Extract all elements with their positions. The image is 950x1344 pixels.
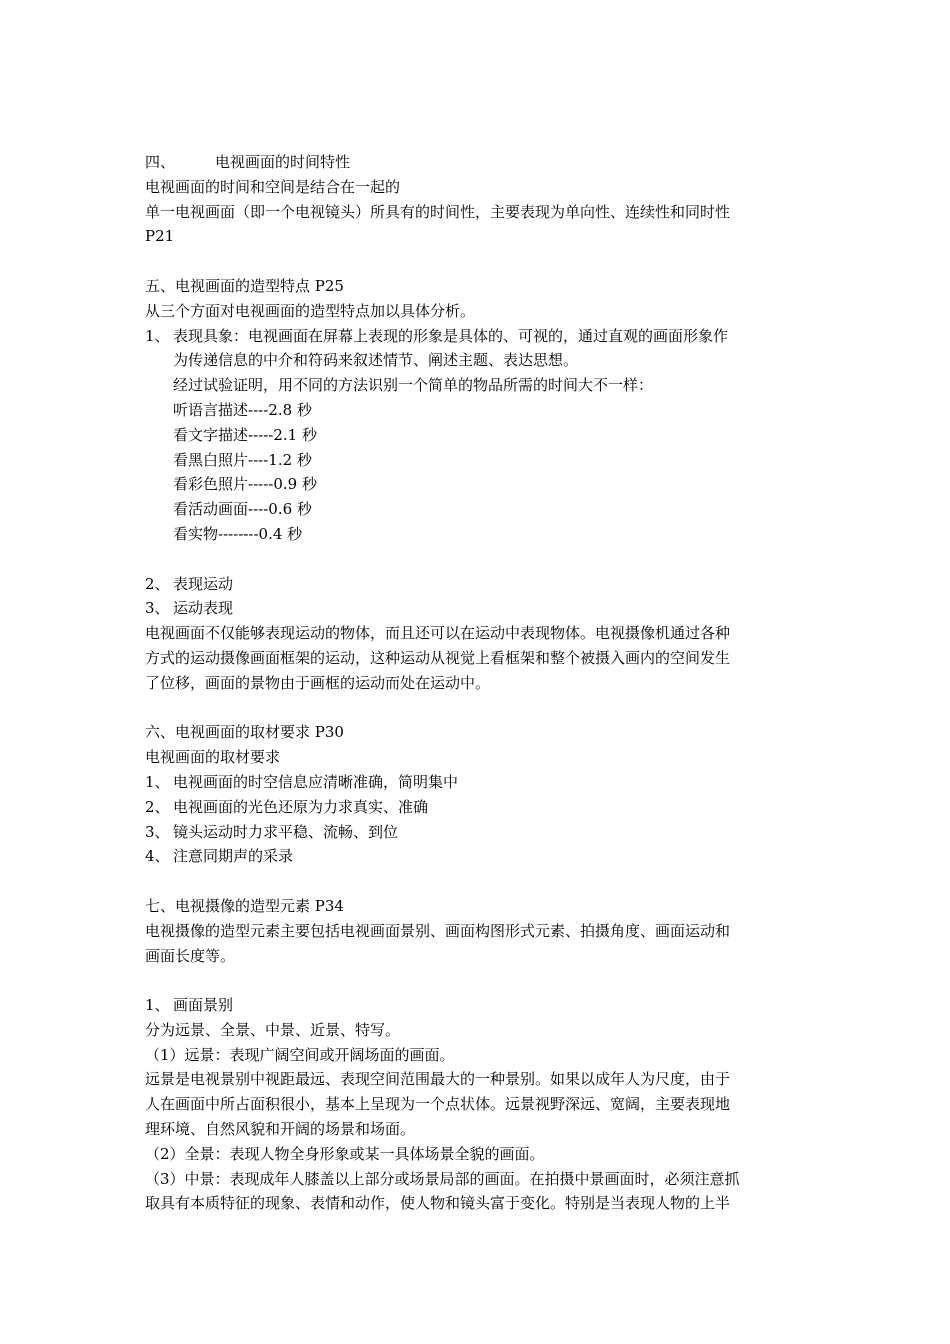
list-text: 注意同期声的采录 (173, 847, 294, 866)
list-number: 3、 (145, 822, 170, 841)
paragraph: 方式的运动摄像画面框架的运动，这种运动从视觉上看框架和整个被摄入画内的空间发生 (145, 648, 731, 667)
blank-line (145, 547, 810, 572)
list-continuation: 为传递信息的中介和符码来叙述情节、阐述主题、表达思想。 (173, 351, 579, 370)
list-number: 1、 (145, 326, 170, 345)
list-text: 画面景别 (173, 996, 234, 1015)
list-text: 表现运动 (173, 574, 234, 593)
list-text: 运动表现 (173, 599, 234, 618)
list-number: 1、 (145, 996, 170, 1015)
timing-item: 看黑白照片----1.2 秒 (173, 450, 312, 469)
paragraph: 分为远景、全景、中景、近景、特写。 (145, 1020, 401, 1039)
list-item (145, 844, 810, 869)
list-text: 电视画面的光色还原为力求真实、准确 (173, 797, 429, 816)
timing-item: 看文字描述-----2.1 秒 (173, 425, 317, 444)
timing-item: 看实物--------0.4 秒 (173, 524, 303, 543)
section-5-heading: 五、电视画面的造型特点 P25 (145, 276, 344, 295)
paragraph: 单一电视画面（即一个电视镜头）所具有的时间性，主要表现为单向性、连续性和同时性 (145, 202, 731, 221)
list-number: 3、 (145, 599, 170, 618)
list-item (145, 795, 810, 820)
list-text: 表现具象：电视画面在屏幕上表现的形象是具体的、可视的，通过直观的画面形象作 (173, 326, 729, 345)
timing-item: 听语言描述----2.8 秒 (173, 400, 312, 419)
list-number: 2、 (145, 574, 170, 593)
paragraph: 人在画面中所占面积很小，基本上呈现为一个点状体。远景视野深远、宽阔，主要表现地 (145, 1095, 731, 1114)
list-number: 2、 (145, 797, 170, 816)
timing-item: 看彩色照片-----0.9 秒 (173, 475, 317, 494)
section-4-heading (145, 150, 810, 175)
paragraph: 电视画面不仅能够表现运动的物体，而且还可以在运动中表现物体。电视摄像机通过各种 (145, 624, 731, 643)
list-item (145, 770, 810, 795)
list-item (145, 596, 810, 621)
list-number: 1、 (145, 772, 170, 791)
timing-item: 看活动画面----0.6 秒 (173, 500, 312, 519)
list-text: 电视画面的时空信息应清晰准确，简明集中 (173, 772, 459, 791)
paragraph: 远景是电视景别中视距最远、表现空间范围最大的一种景别。如果以成年人为尺度，由于 (145, 1070, 731, 1089)
list-text: 镜头运动时力求平稳、流畅、到位 (173, 822, 399, 841)
list-item (145, 993, 810, 1018)
section-4-number: 四、 (145, 153, 176, 171)
list-continuation: 经过试验证明，用不同的方法识别一个简单的物品所需的时间大不一样： (173, 376, 654, 395)
paragraph: 电视画面的时间和空间是结合在一起的 (145, 177, 401, 196)
list-number: 4、 (145, 847, 170, 866)
subheading: （2）全景：表现人物全身形象或某一具体场景全貌的画面。 (145, 1144, 545, 1163)
blank-line (145, 249, 810, 274)
paragraph: 理环境、自然风貌和开阔的场景和场面。 (145, 1120, 416, 1139)
paragraph: 电视摄像的造型元素主要包括电视画面景别、画面构图形式元素、拍摄角度、画面运动和 (145, 921, 731, 940)
paragraph: 取具有本质特征的现象、表情和动作，使人物和镜头富于变化。特别是当表现人物的上半 (145, 1194, 731, 1213)
paragraph: 从三个方面对电视画面的造型特点加以具体分析。 (145, 301, 476, 320)
blank-line (145, 869, 810, 894)
section-6-heading: 六、电视画面的取材要求 P30 (145, 723, 344, 742)
list-item (145, 572, 810, 597)
list-item (145, 324, 810, 349)
paragraph: 了位移，画面的景物由于画框的运动而处在运动中。 (145, 673, 491, 692)
list-item (145, 820, 810, 845)
section-4-title: 电视画面的时间特性 (215, 153, 351, 171)
paragraph: P21 (145, 227, 175, 246)
blank-line (145, 696, 810, 721)
blank-line (145, 968, 810, 993)
paragraph: 画面长度等。 (145, 946, 236, 965)
section-7-heading: 七、电视摄像的造型元素 P34 (145, 896, 344, 915)
paragraph: 电视画面的取材要求 (145, 748, 281, 767)
subheading: （1）远景：表现广阔空间或开阔场面的画面。 (145, 1045, 455, 1064)
paragraph: （3）中景：表现成年人膝盖以上部分或场景局部的画面。在拍摄中景画面时，必须注意抓 (145, 1169, 740, 1188)
